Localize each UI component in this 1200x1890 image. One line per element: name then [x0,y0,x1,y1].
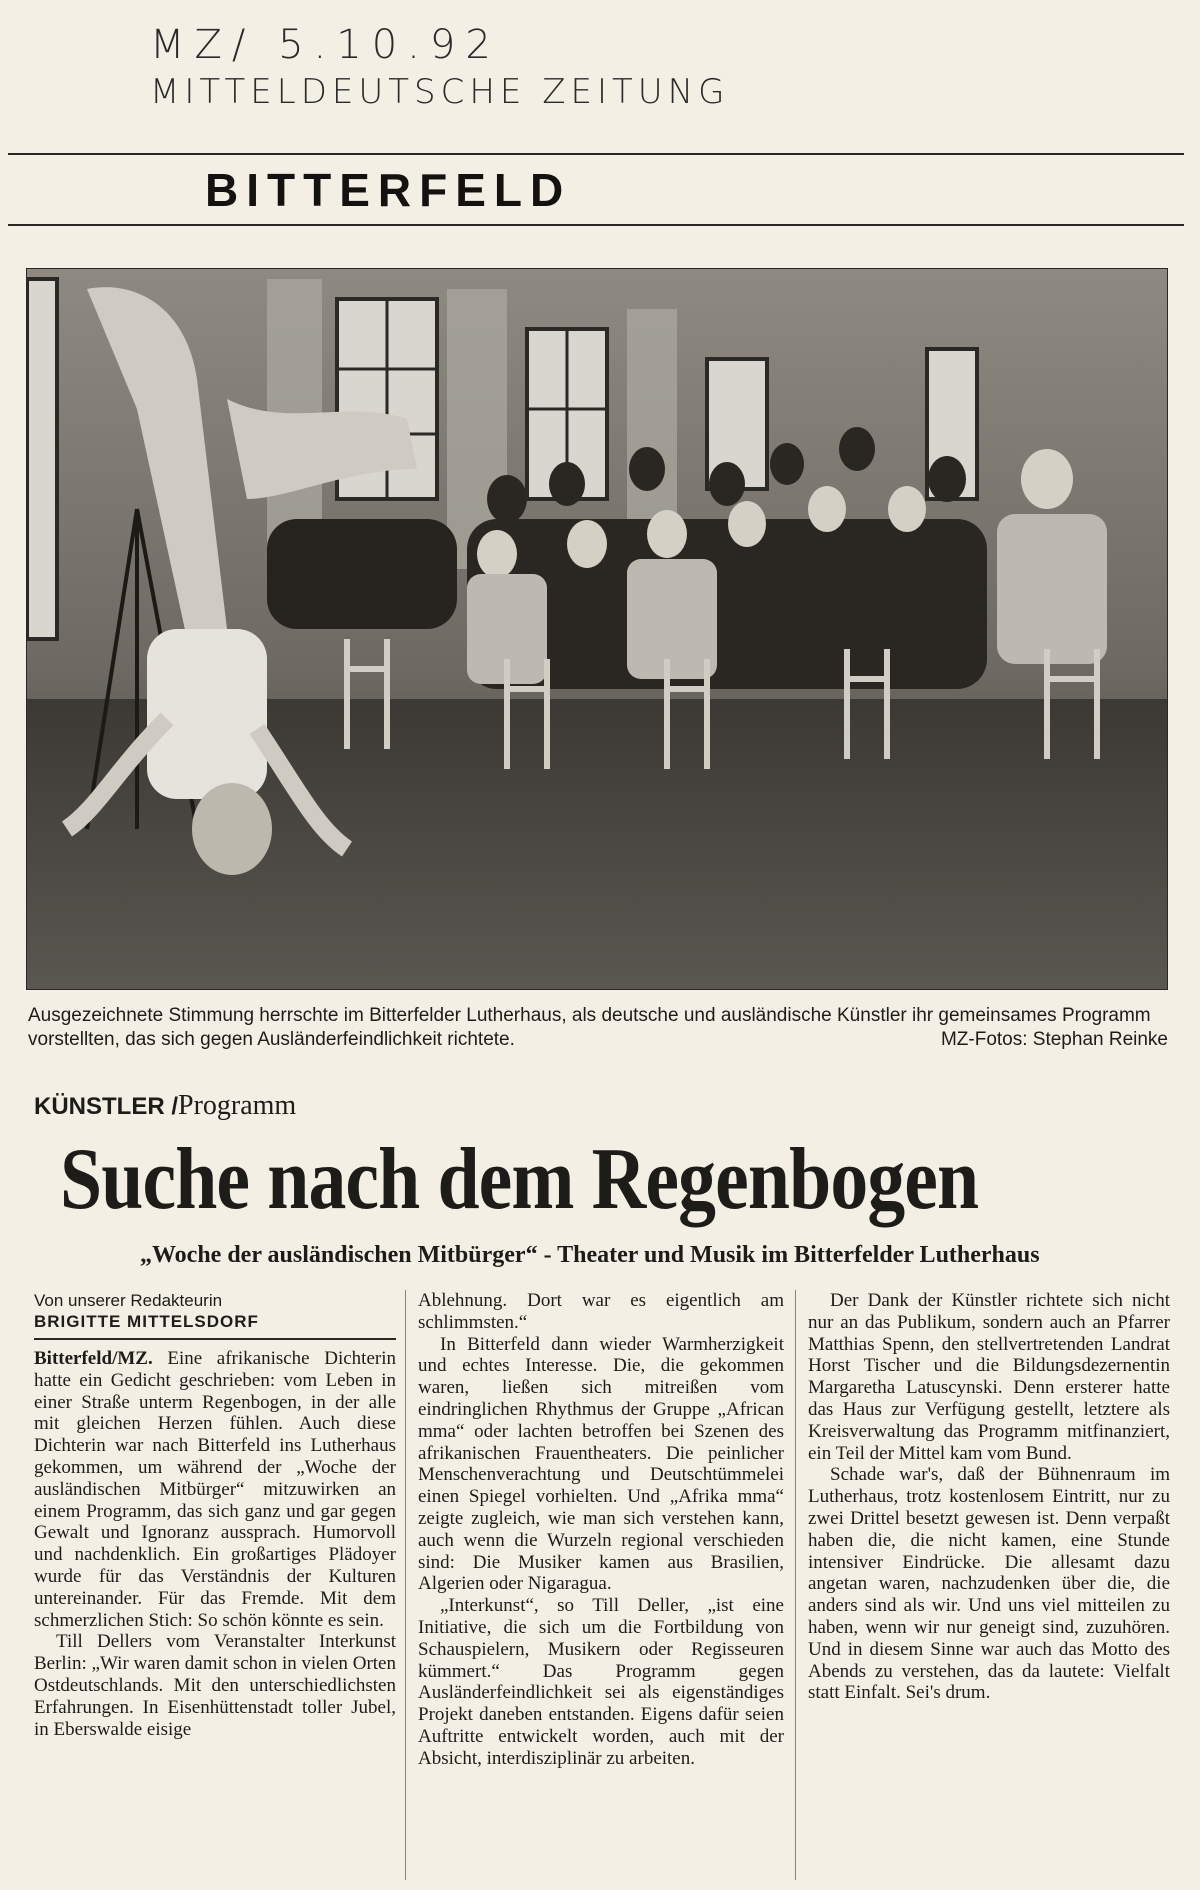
paragraph: „Interkunst“, so Till Deller, „ist eine Initiative, die sich um die Fortbildung von Schauspielern, Musikern oder Regisseuren kümmert.“ Das Programm gegen Ausländerfeindlichkeit sei als eigenständiges Projekt daneben entstanden. Eigens dafür seien Auftritte entwickelt worden, auch mit der Absicht, interdisziplinär zu arbeiten. [418,1595,784,1769]
photo-credit: MZ-Fotos: Stephan Reinke [940,1029,1168,1050]
article-headline: Suche nach dem Regenbogen [60,1131,979,1228]
paragraph: Ablehnung. Dort war es eigentlich am schlimmsten.“ [418,1290,784,1333]
article-photo [26,268,1168,990]
article-column-1 [34,1290,396,1740]
byline-name: BRIGITTE MITTELSDORF [34,1312,259,1331]
column-divider [795,1290,796,1880]
paragraph: Der Dank der Künstler richtete sich nicht nur an das Publikum, sondern auch an Pfarrer Matthias Spenn, den stellvertretenden Landrat Horst Tischer und die Bildungsdezernentin Margaretha Latuscynski. Denn ersterer hatte das Haus zur Verfügung gestellt, letztere als Kreisverwaltung das Programm mitfinanziert, ein Teil der Mittel kam vom Bund. [808,1290,1170,1464]
byline-intro: Von unserer Redakteurin [34,1291,223,1310]
handwritten-date: MZ/ 5.10.92 [150,22,501,68]
article-kicker [34,1090,296,1122]
article-subheadline: „Woche der ausländischen Mitbürger“ - Theater und Musik im Bitterfelder Lutherhaus [140,1242,1040,1268]
column-divider [405,1290,406,1880]
section-title: BITTERFELD [205,164,572,216]
section-rule-bottom [8,224,1184,226]
section-rule-top [8,153,1184,155]
byline-rule [34,1338,396,1340]
article-column-3 [808,1290,1170,1704]
kicker-main: KÜNSTLER / [34,1093,178,1120]
paragraph-text: Eine afrikanische Dichterin hatte ein Gedicht geschrieben: vom Leben in einer Straße unterm Regenbogen, in der alle mit gleichen Herzen fühlen. Auch diese Dichterin war nach Bitterfeld ins Lutherhaus gekommen, um während der „Woche der ausländischen Mitbürger“ mitzuwirken an einem Programm, das sich ganz und gar gegen Gewalt und Ignoranz aussprach. Humorvoll und nachdenklich. Ein großartiges Plädoyer wurde für das Verständnis der Kulturen untereinander. Für das Fremde. Mit dem schmerzlichen Stich: So schön könnte es sein. [34,1348,396,1631]
handwritten-source-note [150,22,729,112]
caption-text: Ausgezeichnete Stimmung herrschte im Bitterfelder Lutherhaus, als deutsche und ausländische Künstler ihr gemeinsames Programm vorstellten, das sich gegen Ausländerfeindlichkeit richtete. [28,1005,1151,1050]
paragraph: Till Dellers vom Veranstalter Interkunst Berlin: „Wir waren damit schon in vielen Orten Ostdeutschlands. Mit den unterschiedlichsten Erfahrungen. In Eisenhüttenstadt toller Jubel, in Eberswalde eisige [34,1631,396,1740]
dateline: Bitterfeld/MZ. [34,1348,153,1369]
photo-illustration [27,269,1167,989]
paragraph: In Bitterfeld dann wieder Warmherzigkeit und echtes Interesse. Die, die gekommen waren, ließen sich mitreißen vom eindringlichen Rhythmus der Gruppe „African mma“ oder lachten betroffen bei Szenen des afrikanischen Frauentheaters. Die peinlicher Menschenverachtung und Deutschtümmelei einen Spiegel vorhielten. Und „Afrika mma“ zeigte zugleich, wie man sich verstehen kann, auch wenn die Wurzeln regional verschieden sind: Die Musiker kamen aus Brasilien, Algerien oder Nigaragua. [418,1333,784,1595]
paragraph: Schade war's, daß der Bühnenraum im Lutherhaus, trotz kostenlosem Eintritt, nur zu zwei Drittel besetzt gewesen ist. Denn verpaßt haben die, die nicht kamen, eine Stunde intensiver Eindrücke. Die allesamt dazu angetan waren, nachzudenken über die, die anders sind als wir. Und uns viel mitteilen zu haben, wenn wir nur geneigt sind, zuzuhören. Und in diesem Sinne war auch das Motto des Abends zu verstehen, das da lautete: Vielfalt statt Einfalt. Sei's drum. [808,1464,1170,1704]
photo-caption [28,1004,1168,1052]
kicker-sub: Programm [178,1090,297,1121]
handwritten-paper-name: MITTELDEUTSCHE ZEITUNG [150,72,730,112]
paragraph [34,1348,396,1631]
article-column-2 [418,1290,784,1770]
